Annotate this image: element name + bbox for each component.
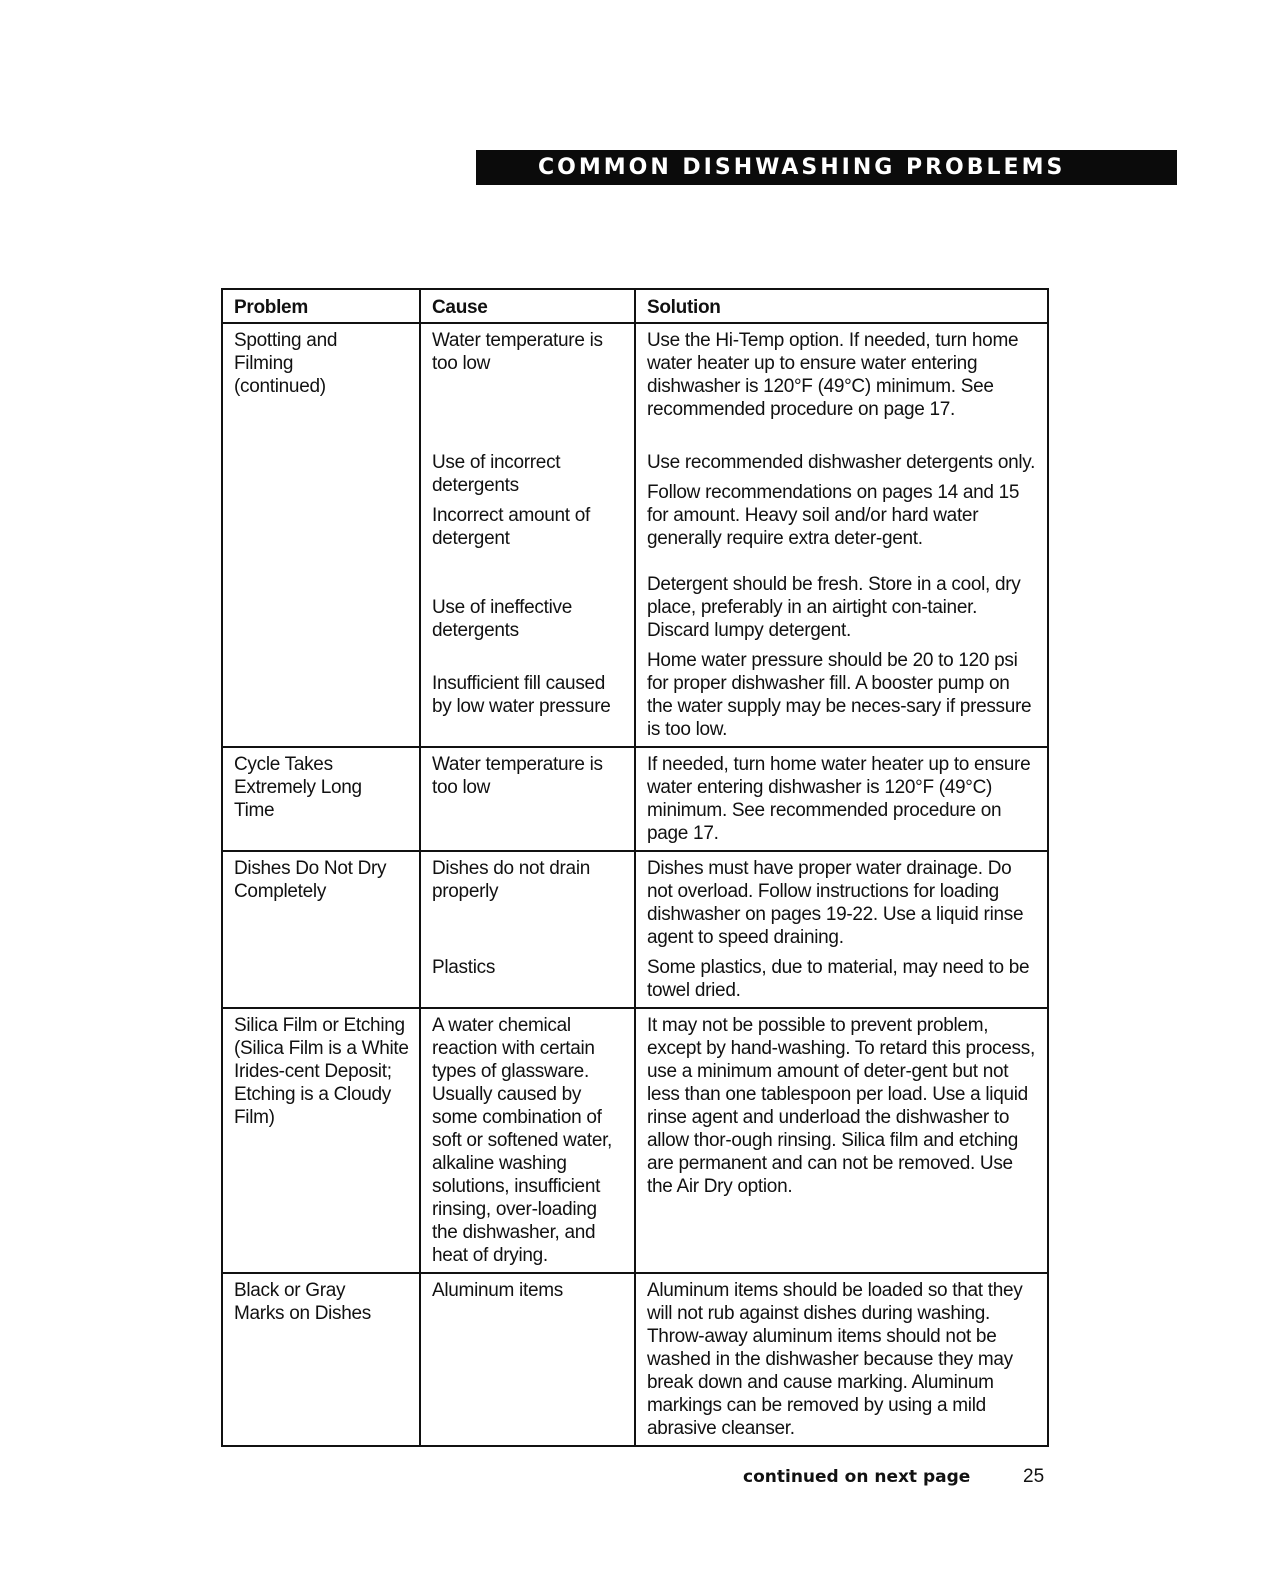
page-number: 25 (1023, 1466, 1045, 1487)
cause-text: Plastics (432, 957, 496, 978)
cause-text: A water chemical reaction with certain types of glassware. Usually caused by some combination of soft or softened water, alkaline washing solutions, insufficient rinsing, over-loading the dishwasher, and heat of drying. (432, 1015, 613, 1266)
solution-text: Home water pressure should be 20 to 120 psi for proper dishwasher fill. A booster pump on the water supply may be neces-sary if pressure is too low. (647, 650, 1032, 740)
cause-cell (420, 323, 635, 747)
cause-text: Dishes do not drain properly (432, 858, 591, 902)
problem-text: Dishes Do Not Dry Completely (234, 858, 387, 902)
problem-cell (222, 851, 420, 1008)
page-banner-title: COMMON DISHWASHING PROBLEMS (476, 150, 1177, 185)
solution-text: It may not be possible to prevent problem, except by hand-washing. To retard this process, use a minimum amount of deter-gent but not less than one tablespoon per load. Use a liquid rinse agent and underload the dishwasher to allow thor-ough rinsing. Silica film and etching are permanent and can not be removed. Use the Air Dry option. (647, 1015, 1035, 1197)
solution-text: Detergent should be fresh. Store in a cool, dry place, preferably in an airtight con-tainer. Discard lumpy detergent. (647, 574, 1021, 641)
problem-cell (222, 323, 420, 747)
problem-text: Spotting and Filming (continued) (234, 330, 338, 397)
continued-note: continued on next page (743, 1467, 971, 1487)
solution-cell (635, 323, 1048, 747)
table-row (222, 1008, 1048, 1273)
troubleshooting-table (221, 288, 1049, 1447)
problem-cell (222, 1273, 420, 1446)
solution-text: Follow recommendations on pages 14 and 15 for amount. Heavy soil and/or hard water generally require extra deter-gent. (647, 482, 1020, 549)
problem-text: Black or Gray Marks on Dishes (234, 1280, 371, 1324)
column-header-problem: Problem (222, 289, 420, 323)
problem-cell (222, 1008, 420, 1273)
solution-text: If needed, turn home water heater up to ensure water entering dishwasher is 120°F (49°C) minimum. See recommended procedure on page 17. (647, 754, 1031, 844)
cause-text: Water temperature is too low (432, 330, 603, 374)
cause-text: Water temperature is too low (432, 754, 603, 798)
solution-text: Use the Hi-Temp option. If needed, turn home water heater up to ensure water entering dishwasher is 120°F (49°C) minimum. See recommended procedure on page 17. (647, 330, 1019, 420)
problem-text: Silica Film or Etching (Silica Film is a White Irides-cent Deposit; Etching is a Cloudy Film) (234, 1015, 409, 1128)
solution-text: Dishes must have proper water drainage. Do not overload. Follow instructions for loading dishwasher on pages 19-22. Use a liquid rinse agent to speed draining. (647, 858, 1024, 948)
cause-cell (420, 1008, 635, 1273)
problem-cell (222, 747, 420, 851)
table-row (222, 747, 1048, 851)
cause-cell (420, 1273, 635, 1446)
solution-cell (635, 851, 1048, 1008)
solution-text: Aluminum items should be loaded so that they will not rub against dishes during washing. Throw-away aluminum items should not be washed in the dishwasher because they may break down and cause marking. Aluminum markings can be removed by using a mild abrasive cleanser. (647, 1280, 1023, 1439)
table-row (222, 851, 1048, 1008)
problem-text: Cycle Takes Extremely Long Time (234, 754, 362, 821)
cause-text: Use of incorrect detergents (432, 452, 561, 496)
solution-text: Some plastics, due to material, may need to be towel dried. (647, 957, 1030, 1001)
solution-cell (635, 747, 1048, 851)
table-header-row (222, 289, 1048, 323)
table-row (222, 323, 1048, 747)
cause-text: Use of ineffective detergents (432, 597, 572, 641)
column-header-cause: Cause (420, 289, 635, 323)
solution-cell (635, 1273, 1048, 1446)
solution-cell (635, 1008, 1048, 1273)
solution-text: Use recommended dishwasher detergents only. (647, 452, 1036, 473)
cause-text: Insufficient fill caused by low water pressure (432, 673, 611, 717)
cause-cell (420, 851, 635, 1008)
cause-text: Aluminum items (432, 1280, 563, 1301)
column-header-solution: Solution (635, 289, 1048, 323)
table-row (222, 1273, 1048, 1446)
cause-text: Incorrect amount of detergent (432, 505, 590, 549)
cause-cell (420, 747, 635, 851)
